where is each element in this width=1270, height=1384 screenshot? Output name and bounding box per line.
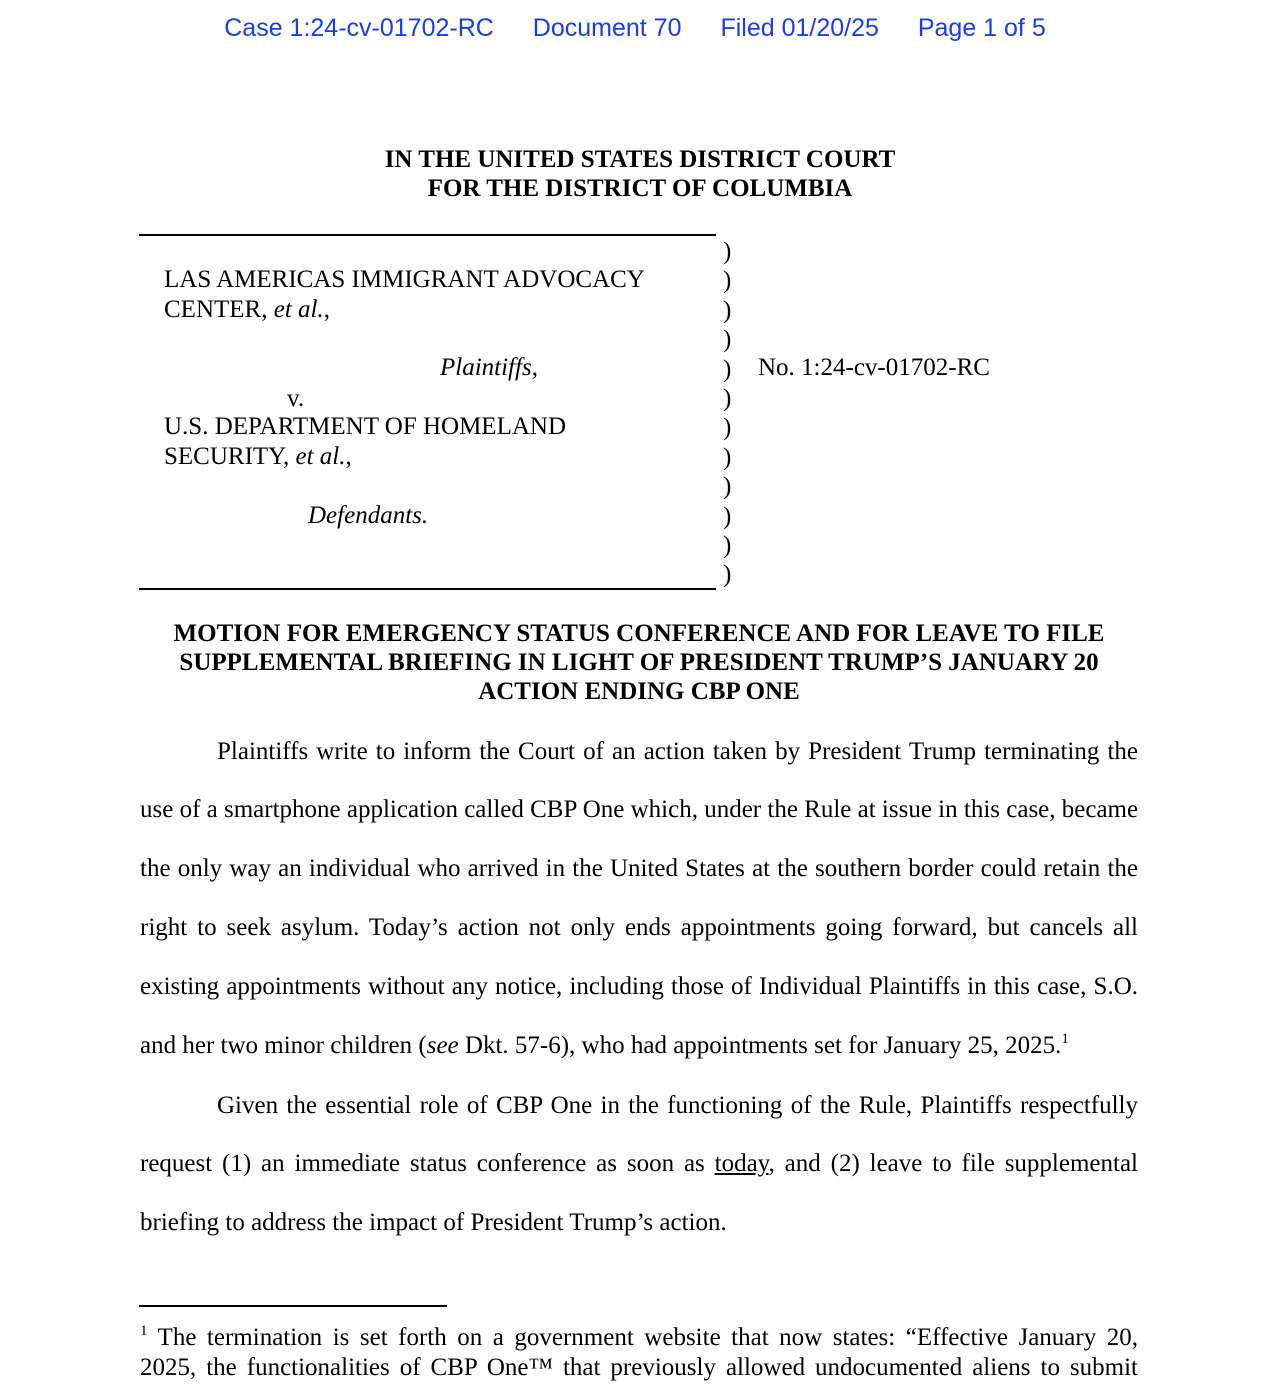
caption-paren: ): [723, 561, 732, 589]
motion-title: [140, 619, 1138, 706]
caption-bottom-rule: [139, 588, 716, 590]
paragraph-2-line-2: request (1) an immediate status conference as soon as today, and (2) leave to file supplemental: [140, 1150, 1138, 1177]
ecf-case-number: Case 1:24-cv-01702-RC: [224, 14, 494, 42]
caption-paren: ): [723, 238, 732, 265]
motion-title-line1: MOTION FOR EMERGENCY STATUS CONFERENCE AND FOR LEAVE TO FILE: [173, 620, 1105, 647]
footnote-line-2: 2025, the functionalities of CBP One™ that previously allowed undocumented aliens to submit: [140, 1354, 1138, 1381]
caption-paren: ): [723, 414, 732, 442]
paragraph-1-line-6: and her two minor children (see Dkt. 57-6), who had appointments set for January 25, 2025.$^1$: [140, 1031, 1069, 1059]
paragraph-1-line-2: use of a smartphone application called CBP One which, under the Rule at issue in this case, became: [140, 796, 1139, 823]
defendant-name-line1: U.S. DEPARTMENT OF HOMELAND: [164, 413, 567, 440]
caption-paren: ): [723, 355, 732, 383]
paragraph-1-line-5: existing appointments without any notice, including those of Individual Plaintiffs in this case, S.O.: [140, 973, 1138, 1000]
motion-title-line3: ACTION ENDING CBP ONE: [478, 678, 800, 705]
caption-paren: ): [723, 385, 732, 413]
ecf-document-number: Document 70: [532, 14, 682, 42]
caption-paren-column: [723, 237, 731, 590]
footnote-reference: 1: [1061, 1031, 1069, 1047]
defendant-name-line2: SECURITY, et al.,: [164, 443, 352, 470]
defendants-role: Defendants.: [308, 502, 429, 529]
caption-top-rule: [139, 234, 716, 236]
ecf-header: [0, 14, 1270, 43]
footnote-separator: [139, 1305, 447, 1307]
paragraph-2-line-1: Given the essential role of CBP One in the functioning of the Rule, Plaintiffs respectfully: [217, 1092, 1138, 1119]
court-heading-line2: FOR THE DISTRICT OF COLUMBIA: [427, 175, 853, 202]
caption-paren: ): [723, 326, 732, 354]
court-heading: [0, 145, 1270, 203]
paragraph-1-line-3: the only way an individual who arrived in the United States at the southern border could retain the: [140, 855, 1138, 882]
caption-paren: ): [723, 267, 732, 295]
ecf-filed-date: Filed 01/20/25: [720, 14, 879, 42]
plaintiffs-role: Plaintiffs,: [440, 354, 538, 381]
ecf-page-count: Page 1 of 5: [917, 14, 1046, 42]
versus-label: v.: [287, 385, 305, 412]
caption-paren: ): [723, 296, 732, 324]
case-number: No. 1:24-cv-01702-RC: [758, 354, 990, 381]
paragraph-1-line-4: right to seek asylum. Today’s action not only ends appointments going forward, but cancels all: [140, 914, 1138, 941]
caption-paren: ): [723, 473, 732, 501]
paragraph-1-line-1: Plaintiffs write to inform the Court of an action taken by President Trump terminating the: [217, 738, 1138, 765]
caption-paren: ): [723, 532, 732, 560]
footnote-number: 1: [140, 1323, 148, 1339]
caption-paren: ): [723, 502, 732, 530]
caption-paren: ): [723, 443, 732, 471]
motion-title-line2: SUPPLEMENTAL BRIEFING IN LIGHT OF PRESIDENT TRUMP’S JANUARY 20: [179, 649, 1099, 676]
paragraph-2-line-3: briefing to address the impact of President Trump’s action.: [140, 1209, 727, 1236]
court-heading-line1: IN THE UNITED STATES DISTRICT COURT: [384, 146, 896, 173]
plaintiff-name-line1: LAS AMERICAS IMMIGRANT ADVOCACY: [164, 266, 645, 293]
footnote-line-1: $^1$ The termination is set forth on a government website that now states: “Effective January 20,: [140, 1323, 1138, 1351]
plaintiff-name-line2: CENTER, et al.,: [164, 296, 330, 323]
